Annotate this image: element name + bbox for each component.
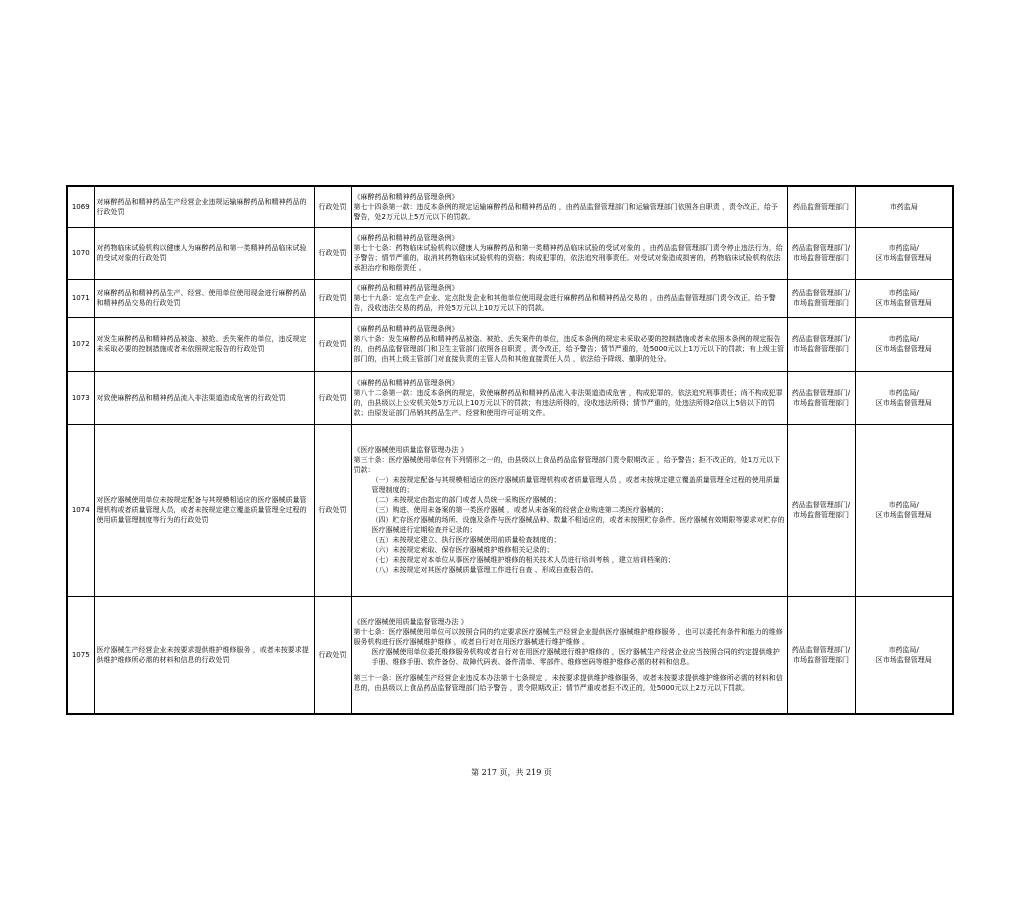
authority-text: 市药监局 [889,202,918,211]
legal-basis [351,424,787,596]
penalty-name: 对麻醉药品和精神药品生产经营企业违规运输麻醉药品和精神药品的行政处罚 [94,186,314,227]
department-text: 药品监督管理部门/ 市场监督管理部门 [791,501,851,519]
table-row [67,371,953,424]
page-footer: 第 217 页，共 219 页 [471,768,552,777]
row-number: 1069 [67,186,94,227]
legal-basis-line: 医疗器械使用单位委托维修服务机构或者自行对在用医疗器械进行维护维修的 ，医疗器械生产经营企业应当按照合同的约定提供维护手册、维修手册、软件备份、故障代码表、备件清单、零部件、维修密码等维护维修必需的材料和信息。 [371,647,780,666]
legal-basis-line: （四）贮存医疗器械的场所、设施及条件与医疗器械品种、数量不相适应的，或者未按照贮存条件、医疗器械有效期限等要求对贮存的医疗器械进行定期检查并记录的； [371,516,785,534]
legal-basis-line: 第八十二条第一款：违反本条例的规定，致使麻醉药品和精神药品流入非法渠道造成危害 ，构成犯罪的，依法追究刑事责任；尚不构成犯罪的，由县级以上公安机关处5万元以上10万元以下的罚款；有违法所得的，没收违法所得；情节严重的，处违法所得2倍以上5倍以下的罚款；由原发证部门吊销其药品生产、经营和使用许可证明文件。 [353,388,783,417]
legal-basis-line: 第七十四条第一款：违反本条例的规定运输麻醉药品和精神药品的 ，由药品监督管理部门和运输管理部门依照各自职责 ，责令改正，给予警告，处2万元以上5万元以下的罚款。 [353,202,778,221]
implementing-department [787,596,855,714]
legal-basis-line: 第十七条：医疗器械使用单位可以按照合同的约定要求医疗器械生产经营企业提供医疗器械维护维修服务 ，也可以委托有条件和能力的维修服务机构进行医疗器械维护维修 ，或者自行对在用医疗器械进行维护维修 。 [353,627,783,646]
table-row [67,279,953,317]
legal-basis-line: 第三十一条：医疗器械生产经营企业违反本办法第十七条规定 ，未按要求提供维护维修服务，或者未按要求提供维护维修所必需的材料和信息的，由县级以上食品药品监督管理部门给予警告 ，责令限期改正；情节严重或者拒不改正的，处5000元以上2万元以下罚款。 [353,673,783,692]
row-number: 1070 [67,227,94,279]
legal-basis [351,279,787,317]
enforcement-authority [855,279,953,317]
implementing-department [787,424,855,596]
legal-basis-line: （七）未按规定对本单位从事医疗器械维护维修的相关技术人员进行培训考核 ，建立培训档案的； [371,556,675,564]
department-text: 药品监督管理部门/ 市场监督管理部门 [791,244,851,262]
row-number: 1071 [67,279,94,317]
legal-basis [351,596,787,714]
legal-basis-line: 《医疗器械使用质量监督管理办法 》 [353,446,468,454]
enforcement-authority [855,227,953,279]
legal-basis-line: （二）未按规定由指定的部门或者人员统一采购医疗器械的； [371,496,561,504]
implementing-department [787,317,855,371]
department-text: 药品监督管理部门/ 市场监督管理部门 [791,645,851,664]
enforcement-authority [855,186,953,227]
penalty-name: 对麻醉药品和精神药品生产、经营、使用单位使用现金进行麻醉药品和精神药品交易的行政处罚 [94,279,314,317]
legal-basis [351,317,787,371]
legal-basis-line: 《麻醉药品和精神药品管理条例》 [353,325,459,333]
legal-basis-line: 《麻醉药品和精神药品管理条例》 [353,192,459,201]
table-row [67,227,953,279]
legal-basis [351,371,787,424]
penalty-type: 行政处罚 [314,317,351,371]
implementing-department [787,371,855,424]
legal-basis-line: （八）未按规定对其医疗器械质量管理工作进行自查 、形成自查报告的。 [371,566,598,574]
penalty-name: 对致使麻醉药品和精神药品流入非法渠道造成危害的行政处罚 [94,371,314,424]
authority-text: 市药监局/ 区市场监督管理局 [875,289,932,307]
penalty-name: 对发生麻醉药品和精神药品被盗、被抢、丢失案件的单位，违反规定未采取必要的控制措施或者未依照规定报告的行政处罚 [94,317,314,371]
legal-basis [351,186,787,227]
authority-text: 市药监局/ 区市场监督管理局 [875,244,932,262]
enforcement-authority [855,596,953,714]
penalty-name: 医疗器械生产经营企业未按要求提供维护维修服务 ，或者未按要求提供维护维修所必需的材料和信息的行政处罚 [94,596,314,714]
department-text: 药品监督管理部门 [793,202,849,211]
legal-basis-line: （六）未按规定索取、保存医疗器械维护维修相关记录的； [371,546,554,554]
department-text: 药品监督管理部门/ 市场监督管理部门 [791,289,851,307]
implementing-department [787,186,855,227]
row-number: 1074 [67,424,94,596]
legal-basis-line: 第七十七条：药物临床试验机构以健康人为麻醉药品和第一类精神药品临床试验的受试对象的 ，由药品监督管理部门责令停止违法行为，给予警告；情节严重的，取消其药物临床试验机构的资格；构成犯罪的，依法追究刑事责任。对受试对象造成损害的，药物临床试验机构依法承担治疗和赔偿责任 。 [353,244,783,272]
legal-basis-line: 《麻醉药品和精神药品管理条例》 [353,234,459,242]
legal-basis-line: （一）未按规定配备与其规模相适应的医疗器械质量管理机构或者质量管理人员 ，或者未按规定建立覆盖质量管理全过程的使用质量管理制度的； [371,476,780,494]
row-number: 1072 [67,317,94,371]
legal-basis-line: （五）未按规定建立、执行医疗器械使用前质量检查制度的； [371,536,561,544]
penalty-type: 行政处罚 [314,279,351,317]
penalty-type: 行政处罚 [314,186,351,227]
implementing-department [787,227,855,279]
penalty-type: 行政处罚 [314,227,351,279]
enforcement-authority [855,317,953,371]
authority-text: 市药监局/ 区市场监督管理局 [875,501,932,519]
penalty-type: 行政处罚 [314,596,351,714]
penalty-type: 行政处罚 [314,424,351,596]
legal-basis-line: 第三十条：医疗器械使用单位有下列情形之一的，由县级以上食品药品监督管理部门责令限期改正 ，给予警告；拒不改正的，处1万元以下罚款： [353,456,781,474]
row-number: 1073 [67,371,94,424]
penalty-name: 对药物临床试验机构以健康人为麻醉药品和第一类精神药品临床试验的受试对象的行政处罚 [94,227,314,279]
implementing-department [787,279,855,317]
authority-text: 市药监局/ 区市场监督管理局 [875,388,932,407]
legal-basis-line: 第七十九条：定点生产企业、定点批发企业和其他单位使用现金进行麻醉药品和精神药品交易的 ，由药品监督管理部门责令改正，给予警告，没收违法交易的药品，并处5万元以上10万元以下的罚款。 [353,294,776,312]
table-row [67,596,953,714]
penalty-table [66,185,954,715]
legal-basis-line: 《医疗器械使用质量监督管理办法 》 [353,617,468,626]
penalty-table-body [67,186,953,714]
authority-text: 市药监局/ 区市场监督管理局 [875,335,932,353]
penalty-type: 行政处罚 [314,371,351,424]
legal-basis-line: 《麻醉药品和精神药品管理条例》 [353,378,459,387]
legal-basis-line: 第八十条：发生麻醉药品和精神药品被盗、被抢、丢失案件的单位，违反本条例的规定未采取必要的控制措施或者未依照本条例的规定报告的，由药品监督管理部门和卫生主管部门依照各自职责 ，责令改正，给予警告；情节严重的，处5000元以上1万元以下的罚款；有上级主管部门的，由其上级主管部门对直接负责的主管人员和其他直接责任人员 ，依法给予降级、撤职的处分。 [353,335,784,363]
enforcement-authority [855,371,953,424]
table-row [67,424,953,596]
department-text: 药品监督管理部门/ 市场监督管理部门 [791,335,851,353]
legal-basis-line: （三）购进、使用未备案的第一类医疗器械 ，或者从未备案的经营企业购进第二类医疗器械的； [371,506,668,514]
penalty-name: 对医疗器械使用单位未按规定配备与其规模相适应的医疗器械质量管理机构或者质量管理人员，或者未按规定建立覆盖质量管理全过程的使用质量管理制度等行为的行政处罚 [94,424,314,596]
table-row [67,317,953,371]
table-row [67,186,953,227]
legal-basis-line: 《麻醉药品和精神药品管理条例》 [353,284,459,292]
enforcement-authority [855,424,953,596]
authority-text: 市药监局/ 区市场监督管理局 [875,645,932,664]
legal-basis [351,227,787,279]
department-text: 药品监督管理部门/ 市场监督管理部门 [791,388,851,407]
row-number: 1075 [67,596,94,714]
